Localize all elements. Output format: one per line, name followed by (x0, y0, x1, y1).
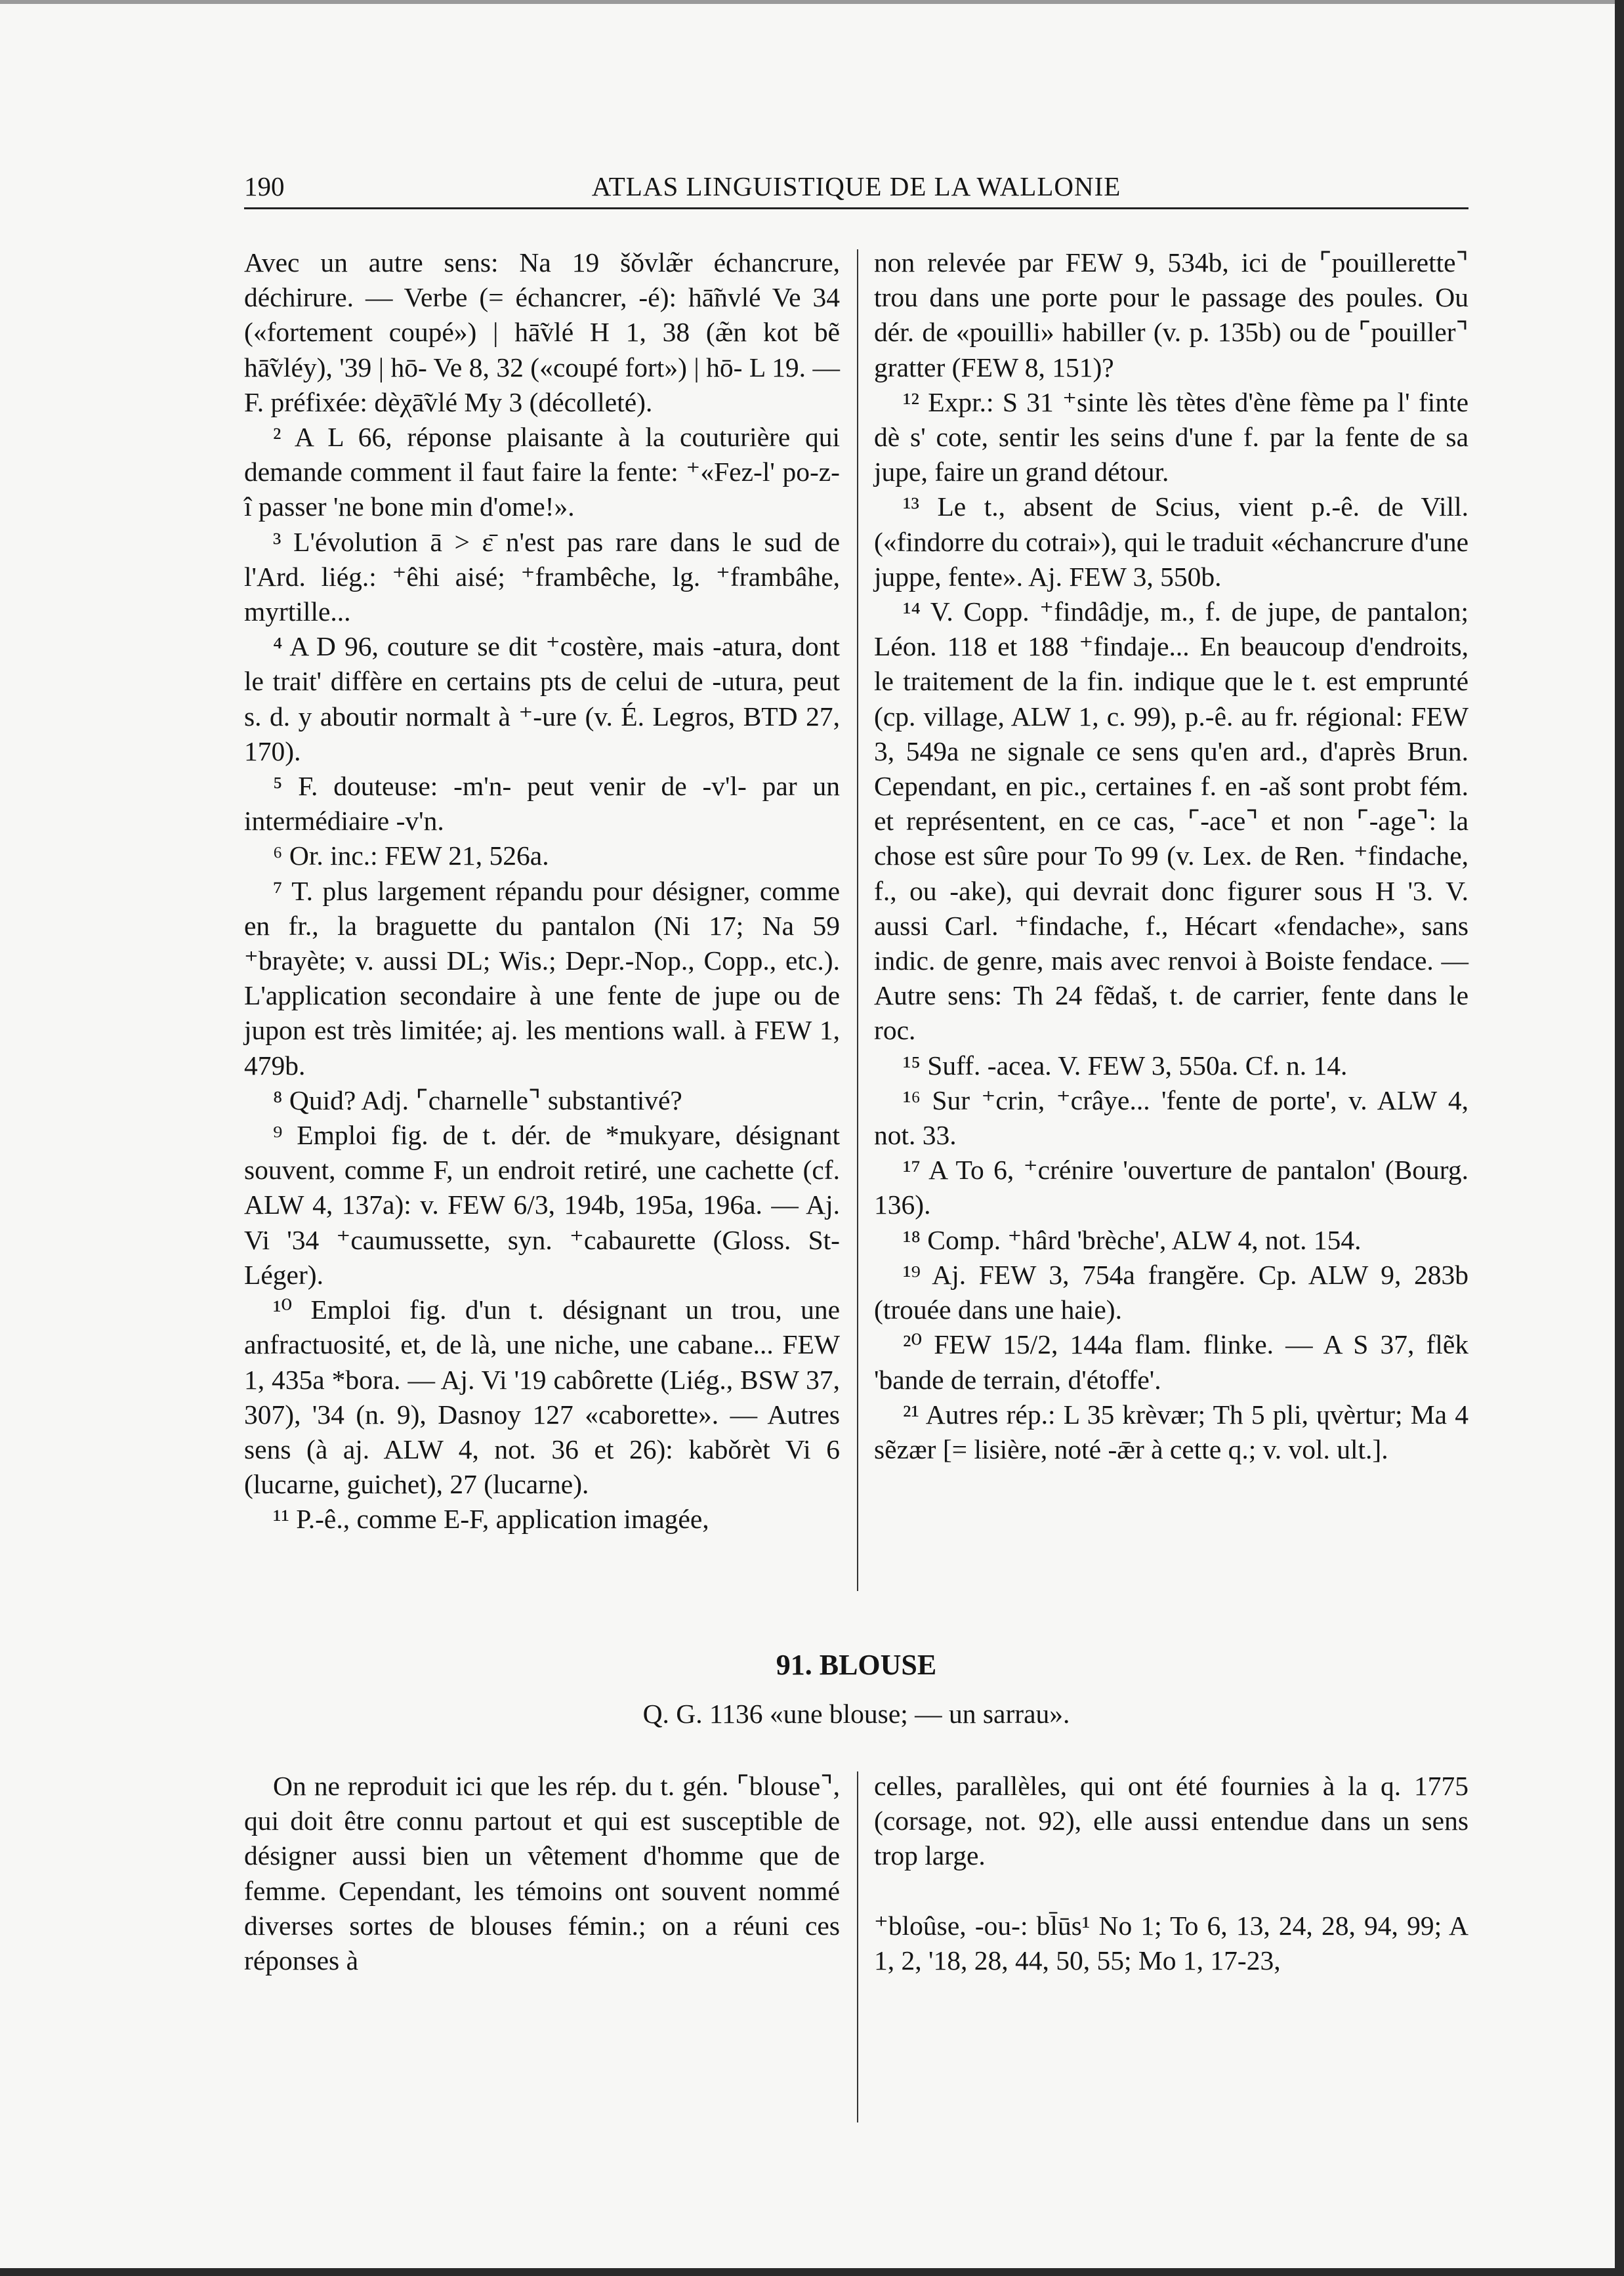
note-15: ¹⁵ Suff. -acea. V. FEW 3, 550a. Cf. n. 14. (903, 1050, 1348, 1081)
note-20: ²⁰ FEW 15/2, 144a flam. flinke. — A S 37, flẽk 'bande de terrain, d'étoffe'. (874, 1329, 1468, 1395)
note-17: ¹⁷ A To 6, ⁺crénire 'ouverture de pantalon' (Bourg. 136). (874, 1155, 1468, 1220)
scan-edge-top (0, 0, 1624, 4)
blouse-intro-continuation: celles, parallèles, qui ont été fournies à la q. 1775 (corsage, not. 92), elle aussi entendue dans un sens trop large. (874, 1771, 1468, 1871)
section-title: 91. BLOUSE (776, 1649, 937, 1681)
section-question: Q. G. 1136 «une blouse; — un sarrau». (642, 1699, 1070, 1729)
column-divider-lower (857, 1771, 858, 2122)
note-8: ⁸ Quid? Adj. ⌜charnelle⌝ substantivé? (273, 1085, 682, 1115)
scan-edge-right (1615, 0, 1624, 2276)
note-continuation: Avec un autre sens: Na 19 šǒvlæ̃r échancrure, déchirure. — Verbe (= échancrer, -é): hā̃nvlé Ve 34 («fortement coupé») | hā̃vlé H 1, 38 (æ̃n kot bẽ hā̃vléy), '39 | hō- Ve 8, 32 («coupé fort») | hō- L 19. — F. préfixée: dèχā̃vlé My 3 (décolleté). (244, 247, 840, 417)
note-9: ⁹ Emploi fig. de t. dér. de *mukyare, désignant souvent, comme F, un endroit retiré, une cachette (cf. ALW 4, 137a): v. FEW 6/3, 194b, 195a, 196a. — Aj. Vi '34 ⁺caumussette, syn. ⁺cabaurette (Gloss. St-Léger). (244, 1120, 840, 1290)
blouse-entry: ⁺bloûse, -ou-: bl̄ūs¹ No 1; To 6, 13, 24, 28, 94, 99; A 1, 2, '18, 28, 44, 50, 55; Mo 1, 17-23, (874, 1910, 1468, 1976)
note-18: ¹⁸ Comp. ⁺hârd 'brèche', ALW 4, not. 154. (903, 1224, 1362, 1255)
note-19: ¹⁹ Aj. FEW 3, 754a frangĕre. Cp. ALW 9, 283b (trouée dans une haie). (874, 1259, 1468, 1325)
spacer (874, 1874, 1468, 1909)
note-11-continuation: non relevée par FEW 9, 534b, ici de ⌜pouillerette⌝ trou dans une porte pour le passage des poules. Ou dér. de «pouilli» habiller (v. p. 135b) ou de ⌜pouiller⌝ gratter (FEW 8, 151)? (874, 247, 1468, 383)
notes-column-right (874, 245, 1468, 1597)
note-4: ⁴ A D 96, couture se dit ⁺costère, mais -atura, dont le trait' diffère en certains pts de celui de -utura, peut s. d. y aboutir normalt à ⁺-ure (v. É. Legros, BTD 27, 170). (244, 631, 840, 766)
note-6: ⁶ Or. inc.: FEW 21, 526a. (273, 840, 549, 871)
blouse-column-right (874, 1769, 1468, 2110)
note-3: ³ L'évolution ā > ɛ̄ n'est pas rare dans le sud de l'Ard. liég.: ⁺êhi aisé; ⁺frambêche, lg. ⁺frambâhe, myrtille... (244, 526, 840, 627)
note-13: ¹³ Le t., absent de Scius, vient p.-ê. de Vill. («findorre du cotrai»), qui le traduit «échancrure d'une juppe, fente». Aj. FEW 3, 550b. (874, 491, 1468, 592)
note-21: ²¹ Autres rép.: L 35 krèvær; Th 5 pli, ɥvèrtur; Ma 4 sẽzær [= lisière, noté -ǣr à cette q.; v. vol. ult.]. (874, 1399, 1468, 1464)
scan-edge-bottom (0, 2268, 1624, 2276)
running-header (244, 169, 1468, 209)
note-11: ¹¹ P.-ê., comme E-F, application imagée, (273, 1504, 709, 1535)
note-7: ⁷ T. plus largement répandu pour désigner, comme en fr., la braguette du pantalon (Ni 17; Na 59 ⁺brayète; v. aussi DL; Wis.; Depr.-Nop., Copp., etc.). L'application secondaire à une fente de jupe ou de jupon est très limitée; aj. les mentions wall. à FEW 1, 479b. (244, 875, 840, 1081)
note-10: ¹⁰ Emploi fig. d'un t. désignant un trou, une anfractuosité, et, de là, une niche, une cabane... FEW 1, 435a *bora. — Aj. Vi '19 cabôrette (Liég., BSW 37, 307), '34 (n. 9), Dasnoy 127 «caborette». — Autres sens (à aj. ALW 4, not. 36 et 26): kabǒrèt Vi 6 (lucarne, guichet), 27 (lucarne). (244, 1294, 840, 1500)
note-16: ¹⁶ Sur ⁺crin, ⁺crâye... 'fente de porte', v. ALW 4, not. 33. (874, 1085, 1468, 1151)
blouse-column-left (244, 1769, 840, 2110)
note-2: ² A L 66, réponse plaisante à la couturière qui demande comment il faut faire la fente: ⁺«Fez-l' po-z-î passer 'ne bone min d'ome!». (244, 422, 840, 522)
column-divider (857, 249, 858, 1591)
note-14: ¹⁴ V. Copp. ⁺findâdje, m., f. de jupe, de pantalon; Léon. 118 et 188 ⁺findaje... En beaucoup d'endroits, le traitement de la fin. indique que le t. est emprunté (cp. village, ALW 1, c. 99), p.-ê. au fr. régional: FEW 3, 549a ne signale ce sens qu'en ard., d'après Brun. Cependant, en pic., certaines f. en -aš sont probt fém. et représentent, en ce cas, ⌜-ace⌝ et non ⌜-age⌝: la chose est sûre pour To 99 (v. Lex. de Ren. ⁺findache, f., ou -ake), qui devrait donc figurer sous H '3. V. aussi Carl. ⁺findache, f., Hécart «fendache», sans indic. de genre, mais avec renvoi à Boiste fendace. — Autre sens: Th 24 fẽdaš, t. de carrier, fente dans le roc. (874, 596, 1468, 1046)
note-12: ¹² Expr.: S 31 ⁺sinte lès tètes d'ène fème pa l' finte dè s' cote, sentir les seins d'une f. par la fente de sa jupe, faire un grand détour. (874, 386, 1468, 487)
blouse-intro: On ne reproduit ici que les rép. du t. gén. ⌜blouse⌝, qui doit être connu partout et qui est susceptible de désigner aussi bien un vêtement d'homme que de femme. Cependant, les témoins ont souvent nommé diverses sortes de blouses fémin.; on a réuni ces réponses à (244, 1771, 840, 1976)
page-number: 190 (244, 171, 285, 201)
note-5: ⁵ F. douteuse: -m'n- peut venir de -v'l- par un intermédiaire -v'n. (244, 771, 840, 837)
running-title: ATLAS LINGUISTIQUE DE LA WALLONIE (591, 171, 1121, 201)
notes-column-left (244, 245, 840, 1597)
